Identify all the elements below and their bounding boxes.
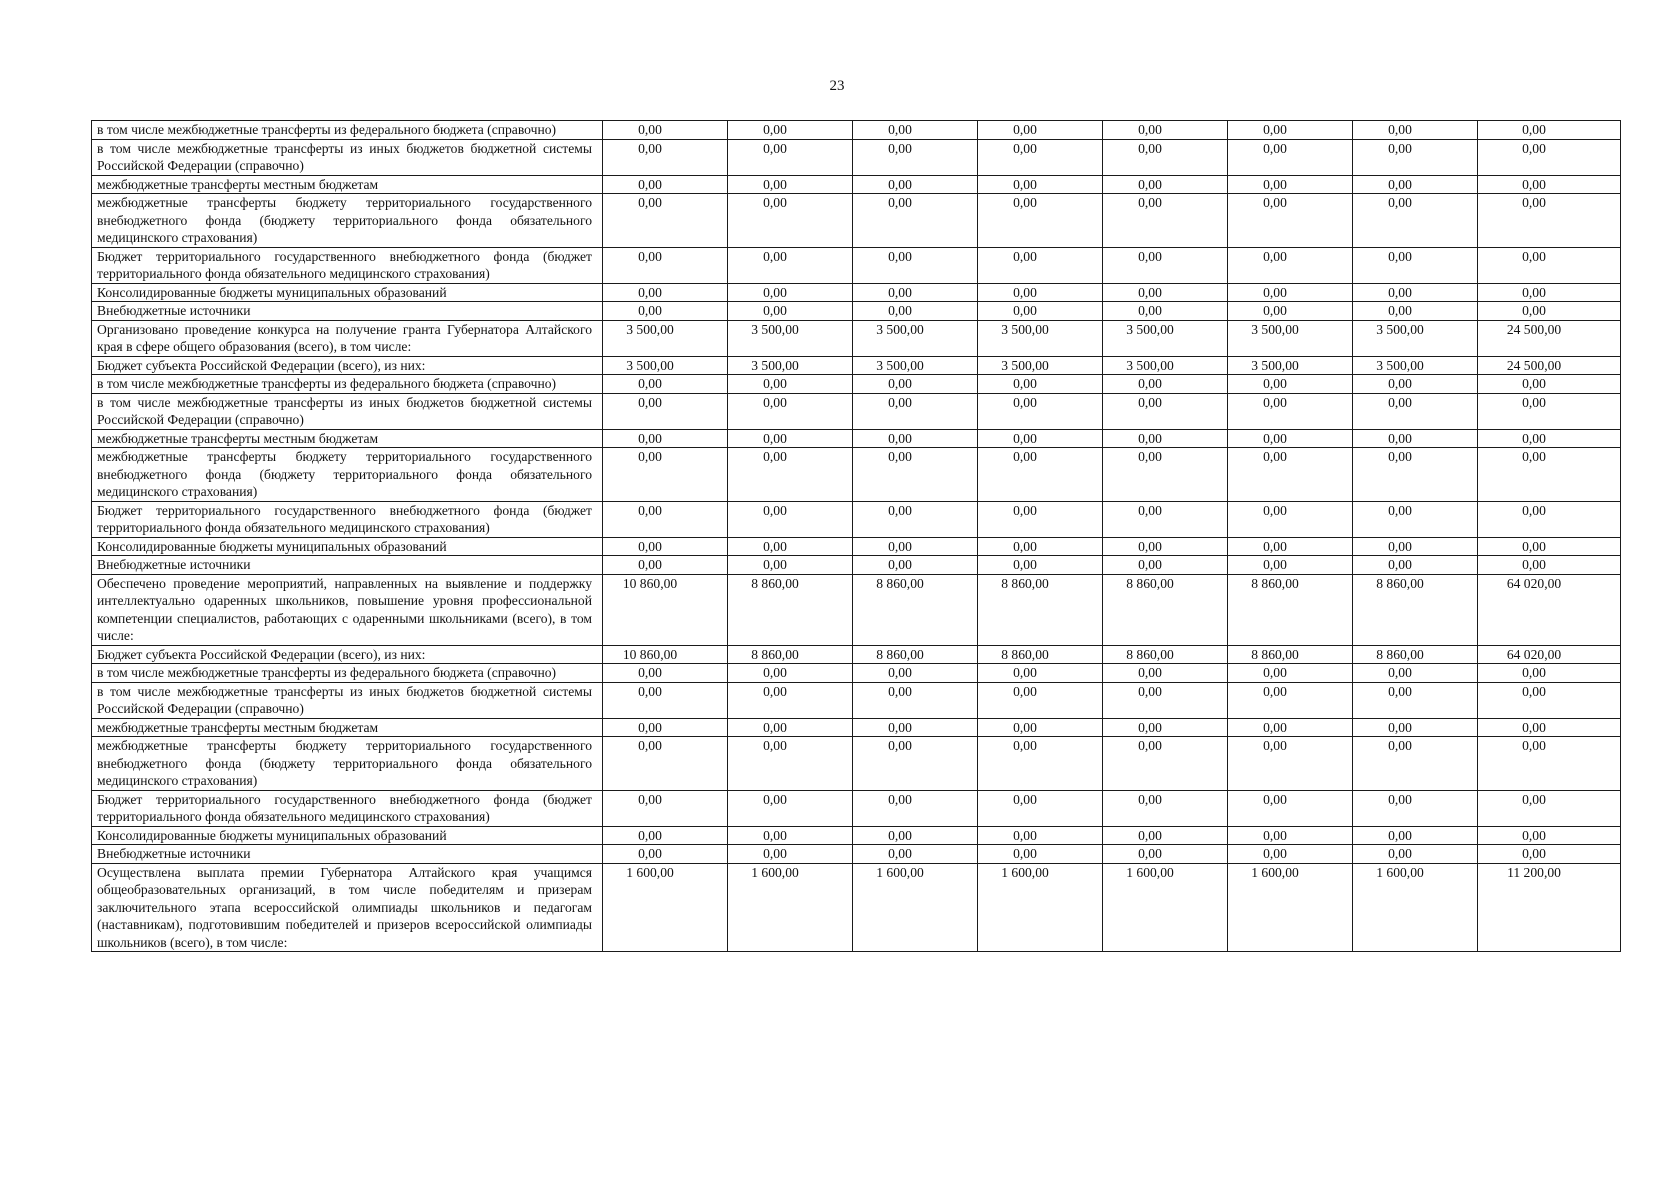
value-cell: 0,00 [1353,826,1478,845]
row-label: в том числе межбюджетные трансферты из иных бюджетов бюджетной системы Российской Федерации (справочно) [92,682,603,718]
value-cell: 0,00 [1103,247,1228,283]
value-cell: 0,00 [853,448,978,502]
value-cell: 8 860,00 [728,645,853,664]
table-row [92,574,1621,645]
value-cell: 0,00 [1228,247,1353,283]
value-cell: 0,00 [1353,121,1478,140]
table-row [92,375,1621,394]
row-label: Внебюджетные источники [92,845,603,864]
total-value-cell: 0,00 [1478,556,1621,575]
value-cell: 0,00 [728,302,853,321]
value-cell: 8 860,00 [1103,574,1228,645]
total-value-cell: 0,00 [1478,429,1621,448]
value-cell: 0,00 [603,718,728,737]
table-row [92,448,1621,502]
value-cell: 0,00 [1228,737,1353,791]
value-cell: 0,00 [978,247,1103,283]
value-cell: 8 860,00 [978,574,1103,645]
value-cell: 3 500,00 [1103,320,1228,356]
value-cell: 0,00 [978,375,1103,394]
value-cell: 0,00 [853,194,978,248]
value-cell: 0,00 [978,393,1103,429]
value-cell: 0,00 [603,826,728,845]
table-body [92,121,1621,952]
value-cell: 3 500,00 [1228,320,1353,356]
value-cell: 0,00 [728,194,853,248]
value-cell: 0,00 [1103,501,1228,537]
value-cell: 0,00 [853,121,978,140]
value-cell: 0,00 [853,845,978,864]
row-label: Бюджет субъекта Российской Федерации (всего), из них: [92,645,603,664]
value-cell: 0,00 [853,826,978,845]
value-cell: 0,00 [603,737,728,791]
total-value-cell: 0,00 [1478,393,1621,429]
row-label: Организовано проведение конкурса на получение гранта Губернатора Алтайского края в сфере общего образования (всего), в том числе: [92,320,603,356]
value-cell: 3 500,00 [1228,356,1353,375]
value-cell: 0,00 [853,375,978,394]
total-value-cell: 0,00 [1478,302,1621,321]
row-label: Бюджет территориального государственного внебюджетного фонда (бюджет территориального фонда обязательного медицинского страхования) [92,247,603,283]
value-cell: 0,00 [853,556,978,575]
value-cell: 3 500,00 [603,356,728,375]
value-cell: 8 860,00 [728,574,853,645]
row-label: Внебюджетные источники [92,556,603,575]
value-cell: 0,00 [978,826,1103,845]
table-row [92,845,1621,864]
table-row [92,790,1621,826]
value-cell: 0,00 [1353,737,1478,791]
table-row [92,247,1621,283]
total-value-cell: 0,00 [1478,139,1621,175]
value-cell: 0,00 [1353,194,1478,248]
value-cell: 0,00 [1353,283,1478,302]
value-cell: 0,00 [1228,664,1353,683]
value-cell: 0,00 [1103,556,1228,575]
total-value-cell: 0,00 [1478,194,1621,248]
value-cell: 0,00 [728,845,853,864]
value-cell: 0,00 [978,718,1103,737]
value-cell: 0,00 [1103,194,1228,248]
total-value-cell: 0,00 [1478,175,1621,194]
total-value-cell: 0,00 [1478,664,1621,683]
value-cell: 0,00 [1353,556,1478,575]
value-cell: 0,00 [728,375,853,394]
value-cell: 8 860,00 [853,645,978,664]
table-row [92,393,1621,429]
value-cell: 0,00 [978,737,1103,791]
value-cell: 3 500,00 [853,320,978,356]
value-cell: 0,00 [853,247,978,283]
value-cell: 0,00 [603,448,728,502]
value-cell: 0,00 [603,175,728,194]
value-cell: 0,00 [603,139,728,175]
table-row [92,556,1621,575]
value-cell: 8 860,00 [1228,574,1353,645]
value-cell: 0,00 [1353,448,1478,502]
value-cell: 0,00 [728,790,853,826]
value-cell: 0,00 [1103,537,1228,556]
value-cell: 0,00 [853,139,978,175]
total-value-cell: 64 020,00 [1478,645,1621,664]
value-cell: 0,00 [728,247,853,283]
total-value-cell: 64 020,00 [1478,574,1621,645]
value-cell: 0,00 [728,121,853,140]
table-row [92,645,1621,664]
value-cell: 0,00 [978,121,1103,140]
value-cell: 0,00 [1103,302,1228,321]
value-cell: 0,00 [1103,375,1228,394]
value-cell: 0,00 [1103,448,1228,502]
value-cell: 0,00 [603,537,728,556]
value-cell: 0,00 [853,664,978,683]
table-row [92,664,1621,683]
value-cell: 0,00 [978,429,1103,448]
row-label: Консолидированные бюджеты муниципальных образований [92,826,603,845]
value-cell: 3 500,00 [1353,320,1478,356]
value-cell: 0,00 [978,139,1103,175]
value-cell: 0,00 [1103,429,1228,448]
value-cell: 0,00 [603,393,728,429]
value-cell: 0,00 [1353,501,1478,537]
value-cell: 0,00 [1353,790,1478,826]
value-cell: 0,00 [1228,448,1353,502]
value-cell: 8 860,00 [978,645,1103,664]
row-label: в том числе межбюджетные трансферты из иных бюджетов бюджетной системы Российской Федерации (справочно) [92,139,603,175]
total-value-cell: 0,00 [1478,247,1621,283]
value-cell: 3 500,00 [978,356,1103,375]
value-cell: 0,00 [603,845,728,864]
value-cell: 0,00 [603,247,728,283]
value-cell: 1 600,00 [603,863,728,952]
value-cell: 0,00 [978,283,1103,302]
value-cell: 0,00 [853,790,978,826]
total-value-cell: 0,00 [1478,375,1621,394]
table-row [92,429,1621,448]
value-cell: 0,00 [1228,537,1353,556]
value-cell: 0,00 [1353,375,1478,394]
value-cell: 0,00 [1353,139,1478,175]
value-cell: 0,00 [728,682,853,718]
total-value-cell: 0,00 [1478,682,1621,718]
table-row [92,121,1621,140]
value-cell: 0,00 [603,375,728,394]
total-value-cell: 0,00 [1478,790,1621,826]
value-cell: 1 600,00 [978,863,1103,952]
row-label: межбюджетные трансферты бюджету территориального государственного внебюджетного фонда (бюджету территориального фонда обязательного медицинского страхования) [92,737,603,791]
value-cell: 0,00 [1353,682,1478,718]
value-cell: 0,00 [1353,175,1478,194]
value-cell: 0,00 [853,737,978,791]
value-cell: 0,00 [853,283,978,302]
value-cell: 0,00 [1103,845,1228,864]
value-cell: 10 860,00 [603,645,728,664]
value-cell: 0,00 [1228,175,1353,194]
total-value-cell: 0,00 [1478,537,1621,556]
row-label: в том числе межбюджетные трансферты из иных бюджетов бюджетной системы Российской Федерации (справочно) [92,393,603,429]
row-label: Бюджет субъекта Российской Федерации (всего), из них: [92,356,603,375]
value-cell: 0,00 [728,448,853,502]
row-label: в том числе межбюджетные трансферты из федерального бюджета (справочно) [92,375,603,394]
value-cell: 8 860,00 [1353,645,1478,664]
value-cell: 0,00 [978,845,1103,864]
value-cell: 0,00 [978,448,1103,502]
value-cell: 1 600,00 [1353,863,1478,952]
value-cell: 3 500,00 [853,356,978,375]
value-cell: 0,00 [978,556,1103,575]
value-cell: 0,00 [1103,682,1228,718]
value-cell: 0,00 [603,121,728,140]
value-cell: 0,00 [728,501,853,537]
value-cell: 3 500,00 [603,320,728,356]
row-label: Бюджет территориального государственного внебюджетного фонда (бюджет территориального фонда обязательного медицинского страхования) [92,790,603,826]
row-label: Осуществлена выплата премии Губернатора Алтайского края учащимся общеобразовательных организаций, в том числе победителям и призерам заключительного этапа всероссийской олимпиады школьников и педагогам (наставникам), подготовившим победителей и призеров всероссийской олимпиады школьников (всего), в том числе: [92,863,603,952]
value-cell: 0,00 [853,302,978,321]
value-cell: 0,00 [1228,790,1353,826]
value-cell: 0,00 [1103,175,1228,194]
value-cell: 0,00 [603,194,728,248]
value-cell: 0,00 [978,790,1103,826]
value-cell: 0,00 [978,302,1103,321]
total-value-cell: 0,00 [1478,283,1621,302]
value-cell: 0,00 [1228,718,1353,737]
value-cell: 0,00 [1103,121,1228,140]
value-cell: 0,00 [728,556,853,575]
row-label: Внебюджетные источники [92,302,603,321]
value-cell: 0,00 [1353,302,1478,321]
value-cell: 8 860,00 [853,574,978,645]
table-row [92,501,1621,537]
value-cell: 0,00 [603,501,728,537]
value-cell: 0,00 [853,501,978,537]
row-label: Консолидированные бюджеты муниципальных образований [92,283,603,302]
value-cell: 0,00 [1228,283,1353,302]
value-cell: 0,00 [1228,501,1353,537]
table-row [92,537,1621,556]
value-cell: 0,00 [1228,826,1353,845]
table-row [92,175,1621,194]
value-cell: 0,00 [728,537,853,556]
total-value-cell: 0,00 [1478,826,1621,845]
value-cell: 0,00 [978,537,1103,556]
value-cell: 0,00 [853,682,978,718]
value-cell: 0,00 [1228,139,1353,175]
value-cell: 0,00 [1103,826,1228,845]
value-cell: 1 600,00 [1103,863,1228,952]
value-cell: 0,00 [978,194,1103,248]
table-row [92,194,1621,248]
total-value-cell: 0,00 [1478,718,1621,737]
row-label: в том числе межбюджетные трансферты из федерального бюджета (справочно) [92,664,603,683]
value-cell: 3 500,00 [1353,356,1478,375]
total-value-cell: 24 500,00 [1478,320,1621,356]
value-cell: 0,00 [853,718,978,737]
value-cell: 0,00 [1228,429,1353,448]
page-number: 23 [829,78,845,94]
value-cell: 0,00 [603,429,728,448]
value-cell: 0,00 [1353,664,1478,683]
value-cell: 3 500,00 [728,320,853,356]
value-cell: 0,00 [978,664,1103,683]
value-cell: 0,00 [1228,845,1353,864]
table-row [92,302,1621,321]
value-cell: 1 600,00 [853,863,978,952]
table-row [92,320,1621,356]
value-cell: 1 600,00 [1228,863,1353,952]
value-cell: 0,00 [1103,283,1228,302]
value-cell: 0,00 [1353,393,1478,429]
value-cell: 0,00 [853,429,978,448]
value-cell: 0,00 [1103,790,1228,826]
value-cell: 0,00 [728,139,853,175]
value-cell: 0,00 [1103,737,1228,791]
value-cell: 0,00 [1103,718,1228,737]
value-cell: 0,00 [1228,393,1353,429]
row-label: межбюджетные трансферты местным бюджетам [92,429,603,448]
budget-table [91,120,1621,952]
value-cell: 3 500,00 [978,320,1103,356]
value-cell: 8 860,00 [1228,645,1353,664]
table-row [92,682,1621,718]
table-row [92,737,1621,791]
total-value-cell: 0,00 [1478,448,1621,502]
value-cell: 0,00 [728,283,853,302]
value-cell: 0,00 [1353,429,1478,448]
value-cell: 0,00 [603,682,728,718]
value-cell: 0,00 [1103,664,1228,683]
value-cell: 3 500,00 [728,356,853,375]
value-cell: 0,00 [603,790,728,826]
total-value-cell: 24 500,00 [1478,356,1621,375]
total-value-cell: 11 200,00 [1478,863,1621,952]
value-cell: 0,00 [603,283,728,302]
row-label: в том числе межбюджетные трансферты из федерального бюджета (справочно) [92,121,603,140]
row-label: Обеспечено проведение мероприятий, направленных на выявление и поддержку интеллектуально одаренных школьников, повышение уровня профессиональной компетенции специалистов, работающих с одаренными школьниками (всего), в том числе: [92,574,603,645]
table-row [92,356,1621,375]
value-cell: 0,00 [728,737,853,791]
total-value-cell: 0,00 [1478,737,1621,791]
value-cell: 0,00 [853,393,978,429]
value-cell: 8 860,00 [1103,645,1228,664]
value-cell: 8 860,00 [1353,574,1478,645]
value-cell: 0,00 [1228,682,1353,718]
value-cell: 0,00 [1103,393,1228,429]
value-cell: 0,00 [1353,718,1478,737]
value-cell: 0,00 [728,826,853,845]
value-cell: 0,00 [1228,556,1353,575]
value-cell: 0,00 [1228,194,1353,248]
total-value-cell: 0,00 [1478,121,1621,140]
value-cell: 0,00 [603,664,728,683]
table-row [92,139,1621,175]
value-cell: 0,00 [1228,375,1353,394]
value-cell: 3 500,00 [1103,356,1228,375]
value-cell: 0,00 [1103,139,1228,175]
value-cell: 0,00 [978,682,1103,718]
value-cell: 0,00 [978,501,1103,537]
row-label: межбюджетные трансферты местным бюджетам [92,175,603,194]
value-cell: 0,00 [1353,537,1478,556]
value-cell: 0,00 [978,175,1103,194]
table-row [92,283,1621,302]
total-value-cell: 0,00 [1478,501,1621,537]
value-cell: 0,00 [728,175,853,194]
row-label: межбюджетные трансферты бюджету территориального государственного внебюджетного фонда (бюджету территориального фонда обязательного медицинского страхования) [92,194,603,248]
row-label: межбюджетные трансферты местным бюджетам [92,718,603,737]
value-cell: 0,00 [853,175,978,194]
value-cell: 0,00 [853,537,978,556]
value-cell: 0,00 [1353,247,1478,283]
row-label: Консолидированные бюджеты муниципальных образований [92,537,603,556]
total-value-cell: 0,00 [1478,845,1621,864]
value-cell: 0,00 [728,718,853,737]
value-cell: 0,00 [1228,121,1353,140]
value-cell: 1 600,00 [728,863,853,952]
value-cell: 0,00 [1228,302,1353,321]
value-cell: 10 860,00 [603,574,728,645]
value-cell: 0,00 [603,556,728,575]
table-row [92,863,1621,952]
value-cell: 0,00 [728,664,853,683]
row-label: Бюджет территориального государственного внебюджетного фонда (бюджет территориального фонда обязательного медицинского страхования) [92,501,603,537]
value-cell: 0,00 [728,429,853,448]
value-cell: 0,00 [728,393,853,429]
row-label: межбюджетные трансферты бюджету территориального государственного внебюджетного фонда (бюджету территориального фонда обязательного медицинского страхования) [92,448,603,502]
table-row [92,718,1621,737]
value-cell: 0,00 [603,302,728,321]
value-cell: 0,00 [1353,845,1478,864]
table-row [92,826,1621,845]
